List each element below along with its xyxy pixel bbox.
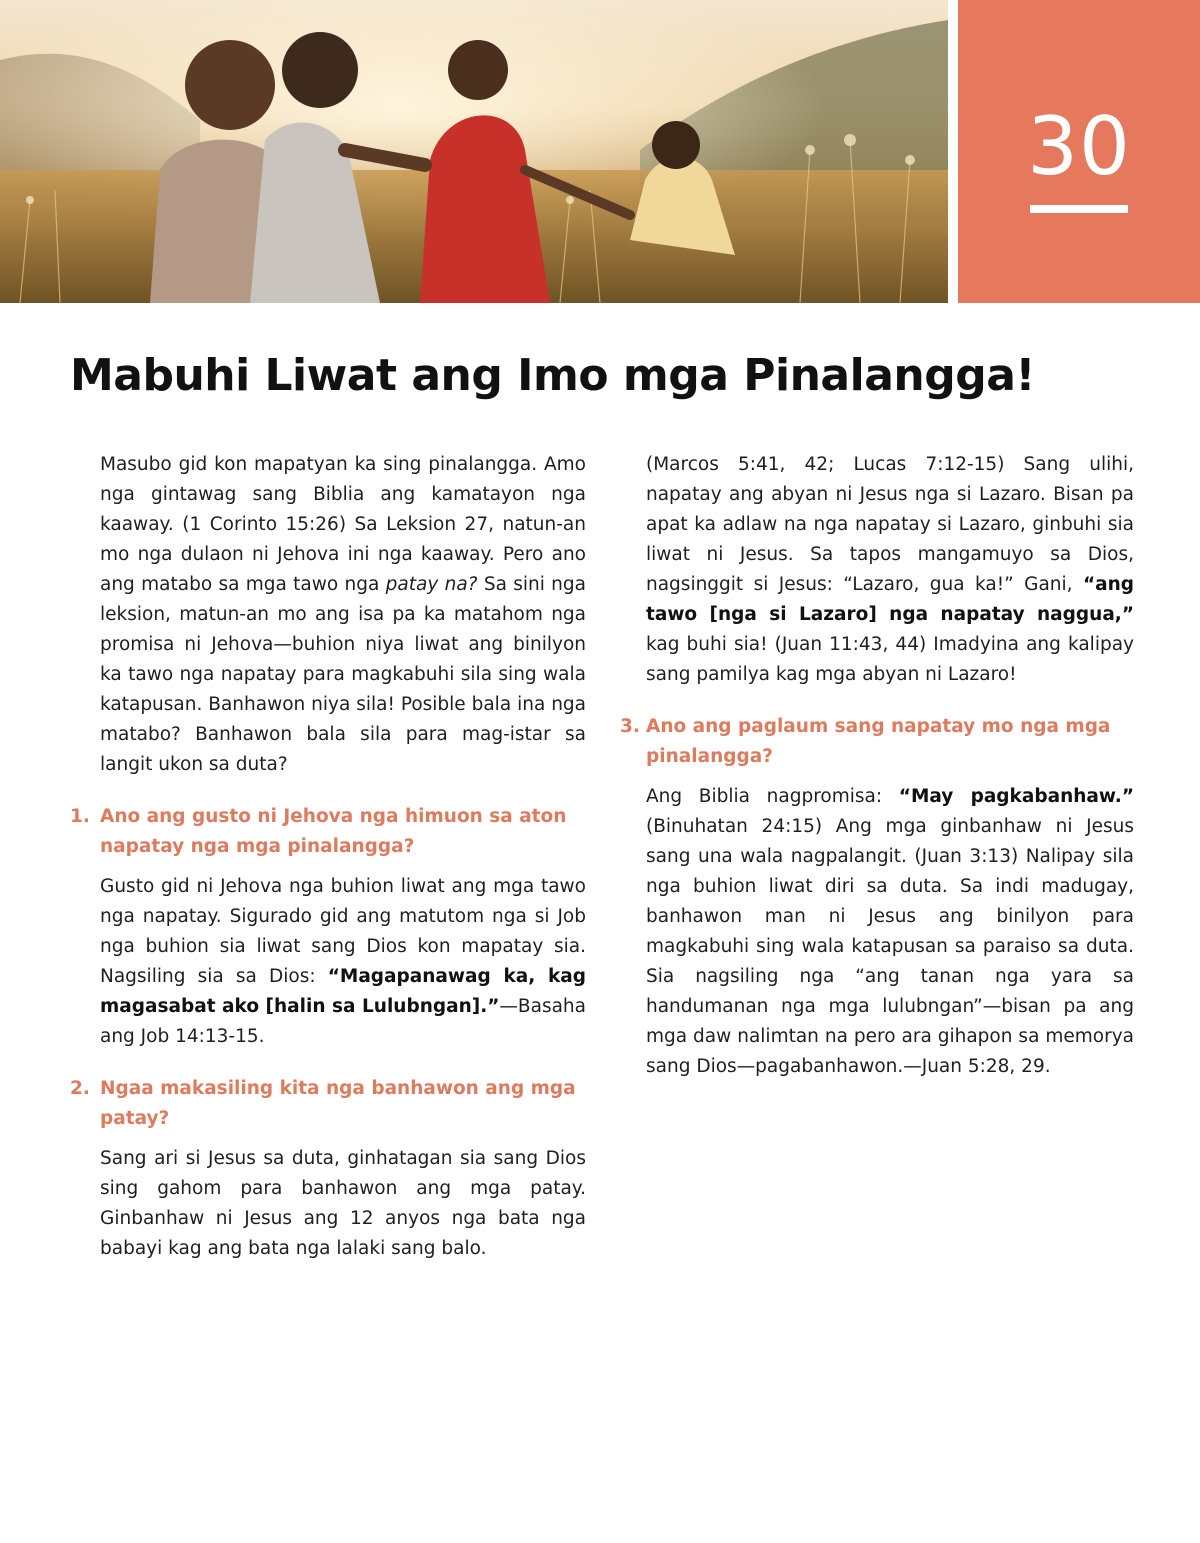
left-column xyxy=(70,450,586,1264)
continuation-text-2: kag buhi sia! (Juan 11:43, 44) Imadyina ang kalipay sang pamilya kag mga abyan ni Lazaro! xyxy=(646,634,1134,685)
answer-text-2: (Binuhatan 24:15) Ang mga ginbanhaw ni Jesus sang una wala nagpalangit. (Juan 3:13) Nalipay sila nga buhion liwat diri sa duta. Sa indi madugay, banhawon man ni Jesus ang binilyon para magkabuhi sing wala katapusan sa paraiso sa duta. Sia nagsiling nga “ang tanan nga yara sa handumanan nga mga lulubngan”—bisan pa ang mga daw nalimtan na pero ara gihapon sa memorya sang Dios—pagabanhawon.—Juan 5:28, 29. xyxy=(646,816,1134,1077)
question-number: 2. xyxy=(70,1078,90,1099)
continuation-quote: “ang tawo [nga si Lazaro] nga napatay naggua,” xyxy=(646,574,1134,625)
hero-photo xyxy=(0,0,948,303)
question-2 xyxy=(70,1074,586,1134)
answer-1 xyxy=(100,872,586,1052)
answer-text: Sang ari si Jesus sa duta, ginhatagan sia sang Dios sing gahom para banhawon ang mga patay. Ginbanhaw ni Jesus ang 12 anyos nga bata nga babayi kag ang bata nga lalaki sang balo. xyxy=(100,1148,586,1259)
answer-2-continued xyxy=(646,450,1134,690)
question-number: 1. xyxy=(70,806,90,827)
page-title: Mabuhi Liwat ang Imo mga Pinalangga! xyxy=(70,350,1035,401)
right-column xyxy=(620,450,1134,1082)
intro-text-3: Sa sini nga leksion, matun-an mo ang isa pa ka matahom nga promisa ni Jehova—buhion niya liwat ang binilyon ka tawo nga napatay para magkabuhi sila sing wala katapusan. Banhawon niya sila! Posible bala ina nga matabo? Banhawon bala sila para mag-istar sa langit ukon sa duta? xyxy=(100,574,586,775)
question-heading: Ano ang paglaum sang napatay mo nga mga pinalangga? xyxy=(646,716,1111,767)
lesson-number: 30 xyxy=(1027,100,1131,193)
answer-quote: “Magapanawag ka, kag magasabat ako [halin sa Lulubngan].” xyxy=(100,966,587,1017)
answer-3 xyxy=(646,782,1134,1082)
question-number: 3. xyxy=(620,716,640,737)
question-1 xyxy=(70,802,586,862)
answer-reference: —Basaha ang Job 14:13-15. xyxy=(100,996,586,1047)
question-heading: Ngaa makasiling kita nga banhawon ang mga patay? xyxy=(100,1078,576,1129)
answer-quote: “May pagkabanhaw.” xyxy=(898,786,1134,807)
lesson-number-box xyxy=(958,0,1200,303)
answer-text: Ang Biblia nagpromisa: xyxy=(646,786,899,807)
intro-text-2: patay na? xyxy=(385,574,478,595)
answer-text: Gusto gid ni Jehova nga buhion liwat ang mga tawo nga napatay. Sigurado gid ang matutom nga si Job nga buhion sia liwat sang Dios kon mapatay sia. Nagsiling sia sa Dios: xyxy=(100,876,586,987)
continuation-text-1: (Marcos 5:41, 42; Lucas 7:12-15) Sang ulihi, napatay ang abyan ni Jesus nga si Lazaro. Bisan pa apat ka adlaw na nga napatay si Lazaro, ginbuhi sia liwat ni Jesus. Sa tapos mangamuyo sa Dios, nagsinggit si Jesus: “Lazaro, gua ka!” Gani, xyxy=(646,454,1134,595)
question-heading: Ano ang gusto ni Jehova nga himuon sa aton napatay nga mga pinalangga? xyxy=(100,806,567,857)
intro-paragraph xyxy=(100,450,586,780)
intro-text-1: Masubo gid kon mapatyan ka sing pinalangga. Amo nga gintawag sang Biblia ang kamatayon nga kaaway. (1 Corinto 15:26) Sa Leksion 27, natun-an mo nga dulaon ni Jehova ini nga kaaway. Pero ano ang matabo sa mga tawo nga xyxy=(100,454,586,595)
question-3 xyxy=(620,712,1134,772)
lesson-number-underline xyxy=(1030,205,1128,213)
answer-2 xyxy=(100,1144,586,1264)
